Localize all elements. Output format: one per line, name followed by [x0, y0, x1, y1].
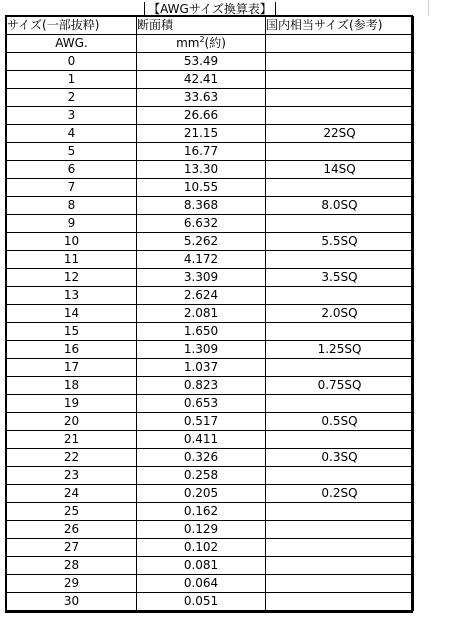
- cell-jp-size[interactable]: [266, 431, 414, 449]
- cell-jp-size[interactable]: [266, 521, 414, 539]
- cell-jp-size[interactable]: 1.25SQ: [266, 341, 414, 359]
- cell-awg[interactable]: 13: [7, 287, 137, 305]
- cell-awg[interactable]: 22: [7, 449, 137, 467]
- cell-jp-size[interactable]: 14SQ: [266, 161, 414, 179]
- cell-jp-size[interactable]: [266, 71, 414, 89]
- cell-area[interactable]: 0.326: [137, 449, 266, 467]
- cell-awg[interactable]: 4: [7, 125, 137, 143]
- cell-awg[interactable]: 24: [7, 485, 137, 503]
- cell-jp-size[interactable]: 5.5SQ: [266, 233, 414, 251]
- unit-area-prefix: mm: [176, 36, 200, 50]
- table-row: [7, 215, 414, 233]
- cell-awg[interactable]: 29: [7, 575, 137, 593]
- cell-awg[interactable]: 14: [7, 305, 137, 323]
- table-row: [7, 557, 414, 575]
- cell-awg[interactable]: 26: [7, 521, 137, 539]
- table-row: [7, 179, 414, 197]
- cell-awg[interactable]: 18: [7, 377, 137, 395]
- cell-area[interactable]: 0.162: [137, 503, 266, 521]
- cell-jp-size[interactable]: [266, 143, 414, 161]
- table-row: [7, 341, 414, 359]
- cell-area[interactable]: 42.41: [137, 71, 266, 89]
- cell-area[interactable]: 0.517: [137, 413, 266, 431]
- cell-jp-size[interactable]: [266, 251, 414, 269]
- table-row: [7, 143, 414, 161]
- cell-area[interactable]: 0.411: [137, 431, 266, 449]
- cell-awg[interactable]: 23: [7, 467, 137, 485]
- awg-conversion-table: [6, 16, 414, 611]
- cell-awg[interactable]: 19: [7, 395, 137, 413]
- cell-awg[interactable]: 15: [7, 323, 137, 341]
- cell-awg[interactable]: 9: [7, 215, 137, 233]
- table-title-row[interactable]: [6, 2, 414, 16]
- table-row: [7, 233, 414, 251]
- cell-awg[interactable]: 5: [7, 143, 137, 161]
- table-row: [7, 287, 414, 305]
- unit-area-suffix: (約): [204, 36, 226, 50]
- unit-area[interactable]: [137, 35, 266, 53]
- unit-awg[interactable]: AWG.: [7, 35, 137, 53]
- cell-area[interactable]: 2.081: [137, 305, 266, 323]
- cell-area[interactable]: 4.172: [137, 251, 266, 269]
- cell-jp-size[interactable]: 8.0SQ: [266, 197, 414, 215]
- unit-row: [7, 35, 414, 53]
- table-row: [7, 251, 414, 269]
- cell-area[interactable]: 0.823: [137, 377, 266, 395]
- cell-area[interactable]: 0.102: [137, 539, 266, 557]
- cell-jp-size[interactable]: 2.0SQ: [266, 305, 414, 323]
- cell-awg[interactable]: 7: [7, 179, 137, 197]
- cell-awg[interactable]: 20: [7, 413, 137, 431]
- unit-area-superscript: 2: [199, 35, 205, 44]
- cell-awg[interactable]: 0: [7, 53, 137, 71]
- cell-jp-size[interactable]: [266, 467, 414, 485]
- cell-jp-size[interactable]: [266, 215, 414, 233]
- cell-area[interactable]: 0.051: [137, 593, 266, 611]
- cell-jp-size[interactable]: [266, 395, 414, 413]
- table-row: [7, 503, 414, 521]
- table-row: [7, 359, 414, 377]
- cell-jp-size[interactable]: [266, 323, 414, 341]
- table-row: [7, 431, 414, 449]
- cell-jp-size[interactable]: 0.3SQ: [266, 449, 414, 467]
- cell-awg[interactable]: 6: [7, 161, 137, 179]
- cell-area[interactable]: 0.258: [137, 467, 266, 485]
- table-row: [7, 71, 414, 89]
- table-row: [7, 485, 414, 503]
- table-row: [7, 449, 414, 467]
- cell-awg[interactable]: 16: [7, 341, 137, 359]
- table-row: [7, 107, 414, 125]
- cell-area[interactable]: 33.63: [137, 89, 266, 107]
- cell-jp-size[interactable]: 0.2SQ: [266, 485, 414, 503]
- table-row: [7, 269, 414, 287]
- cell-area[interactable]: 16.77: [137, 143, 266, 161]
- cell-area[interactable]: 0.129: [137, 521, 266, 539]
- cell-awg[interactable]: 8: [7, 197, 137, 215]
- table-row: [7, 305, 414, 323]
- cell-area[interactable]: 2.624: [137, 287, 266, 305]
- cell-jp-size[interactable]: 22SQ: [266, 125, 414, 143]
- header-jp-size[interactable]: 国内相当サイズ(参考): [266, 17, 414, 35]
- header-row: [7, 17, 414, 35]
- table-row: [7, 323, 414, 341]
- unit-jp[interactable]: [266, 35, 414, 53]
- table-row: [7, 521, 414, 539]
- cell-awg[interactable]: 10: [7, 233, 137, 251]
- cell-area[interactable]: 53.49: [137, 53, 266, 71]
- cell-area[interactable]: 0.081: [137, 557, 266, 575]
- table-row: [7, 89, 414, 107]
- table-row: [7, 53, 414, 71]
- cell-area[interactable]: 1.037: [137, 359, 266, 377]
- cell-awg[interactable]: 1: [7, 71, 137, 89]
- cell-area[interactable]: 13.30: [137, 161, 266, 179]
- table-row: [7, 413, 414, 431]
- cell-awg[interactable]: 17: [7, 359, 137, 377]
- cell-area[interactable]: 8.368: [137, 197, 266, 215]
- cell-jp-size[interactable]: 0.75SQ: [266, 377, 414, 395]
- table-row: [7, 539, 414, 557]
- cell-area[interactable]: 1.309: [137, 341, 266, 359]
- cell-awg[interactable]: 28: [7, 557, 137, 575]
- cell-area[interactable]: 10.55: [137, 179, 266, 197]
- table-row: [7, 377, 414, 395]
- cell-jp-size[interactable]: [266, 179, 414, 197]
- cell-area[interactable]: 21.15: [137, 125, 266, 143]
- table-row: [7, 395, 414, 413]
- table-row: [7, 575, 414, 593]
- cell-jp-size[interactable]: 3.5SQ: [266, 269, 414, 287]
- cell-jp-size[interactable]: [266, 503, 414, 521]
- cell-jp-size[interactable]: [266, 593, 414, 611]
- table-row: [7, 593, 414, 611]
- cell-area[interactable]: 26.66: [137, 107, 266, 125]
- table-row: [7, 197, 414, 215]
- cell-jp-size[interactable]: [266, 53, 414, 71]
- cell-awg[interactable]: 27: [7, 539, 137, 557]
- cell-jp-size[interactable]: [266, 539, 414, 557]
- cell-area[interactable]: 0.064: [137, 575, 266, 593]
- cell-awg[interactable]: 3: [7, 107, 137, 125]
- cell-jp-size[interactable]: [266, 557, 414, 575]
- cell-awg[interactable]: 12: [7, 269, 137, 287]
- cell-area[interactable]: 5.262: [137, 233, 266, 251]
- table-row: [7, 161, 414, 179]
- cell-awg[interactable]: 2: [7, 89, 137, 107]
- cell-jp-size[interactable]: [266, 107, 414, 125]
- gridline: [428, 0, 429, 16]
- table-row: [7, 125, 414, 143]
- cell-awg[interactable]: 30: [7, 593, 137, 611]
- cell-awg[interactable]: 21: [7, 431, 137, 449]
- cell-area[interactable]: 0.205: [137, 485, 266, 503]
- cell-area[interactable]: 1.650: [137, 323, 266, 341]
- cell-awg[interactable]: 25: [7, 503, 137, 521]
- cell-jp-size[interactable]: [266, 89, 414, 107]
- cell-area[interactable]: 0.653: [137, 395, 266, 413]
- header-area[interactable]: 断面積: [137, 17, 266, 35]
- table-title: 【AWGサイズ換算表】: [144, 2, 276, 16]
- cell-jp-size[interactable]: [266, 287, 414, 305]
- cell-area[interactable]: 6.632: [137, 215, 266, 233]
- cell-area[interactable]: 3.309: [137, 269, 266, 287]
- cell-awg[interactable]: 11: [7, 251, 137, 269]
- header-size[interactable]: サイズ(一部抜粋): [7, 17, 137, 35]
- cell-jp-size[interactable]: 0.5SQ: [266, 413, 414, 431]
- cell-jp-size[interactable]: [266, 359, 414, 377]
- cell-jp-size[interactable]: [266, 575, 414, 593]
- table-row: [7, 467, 414, 485]
